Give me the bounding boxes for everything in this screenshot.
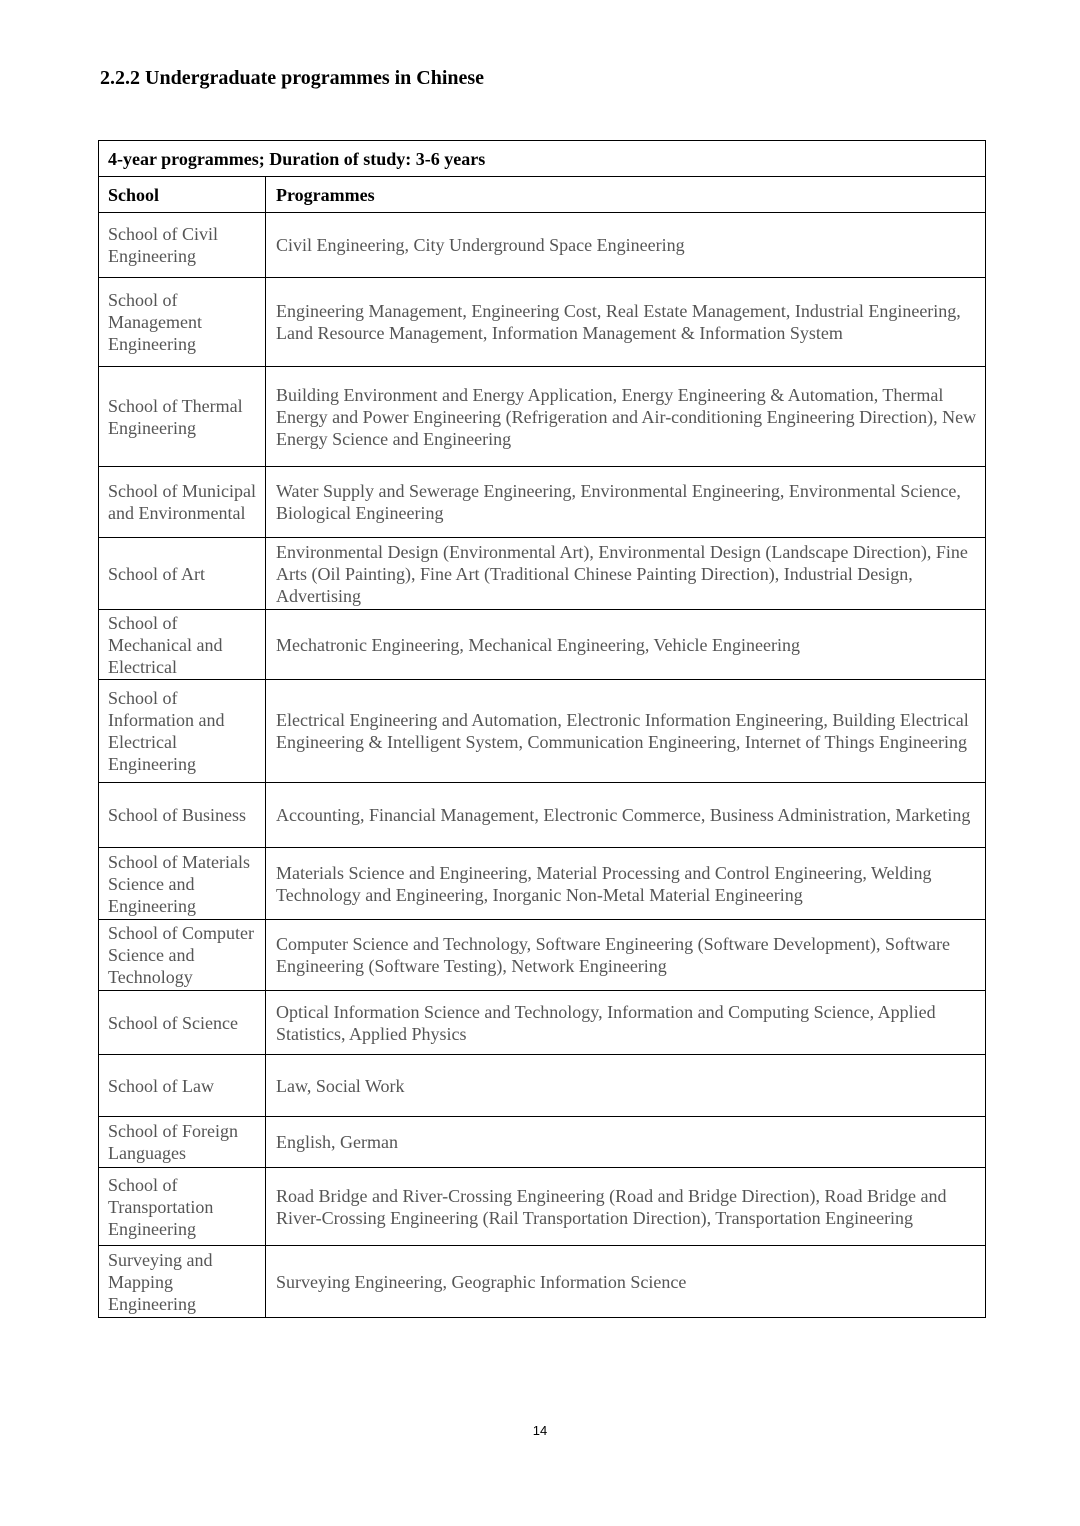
school-cell: School of Law — [99, 1055, 266, 1117]
table-header-row — [99, 177, 986, 213]
school-cell: School of Civil Engineering — [99, 213, 266, 278]
school-cell: Surveying and Mapping Engineering — [99, 1246, 266, 1318]
programmes-cell: Engineering Management, Engineering Cost, Real Estate Management, Industrial Engineering, Land Resource Management, Information Management & Information System — [266, 278, 986, 367]
programmes-cell: Electrical Engineering and Automation, Electronic Information Engineering, Building Electrical Engineering & Intelligent System, Communication Engineering, Internet of Things Engineering — [266, 680, 986, 783]
school-cell: School of Art — [99, 538, 266, 610]
school-cell: School of Information and Electrical Engineering — [99, 680, 266, 783]
table-row — [99, 1246, 986, 1318]
section-heading: 2.2.2 Undergraduate programmes in Chinese — [100, 67, 485, 89]
table-row — [99, 680, 986, 783]
table-row — [99, 278, 986, 367]
column-header-programmes: Programmes — [266, 177, 986, 213]
programmes-cell: Computer Science and Technology, Software Engineering (Software Development), Software Engineering (Software Testing), Network Engineering — [266, 920, 986, 991]
school-cell: School of Business — [99, 783, 266, 848]
programmes-cell: Water Supply and Sewerage Engineering, Environmental Engineering, Environmental Science, Biological Engineering — [266, 467, 986, 538]
table-row — [99, 1168, 986, 1246]
programmes-cell: Accounting, Financial Management, Electronic Commerce, Business Administration, Marketing — [266, 783, 986, 848]
programmes-cell: Civil Engineering, City Underground Space Engineering — [266, 213, 986, 278]
school-cell: School of Transportation Engineering — [99, 1168, 266, 1246]
school-cell: School of Thermal Engineering — [99, 367, 266, 467]
table-caption-row — [99, 141, 986, 177]
table-row — [99, 783, 986, 848]
school-cell: School of Science — [99, 991, 266, 1055]
table-row — [99, 1117, 986, 1168]
table-row — [99, 848, 986, 920]
programmes-cell: Law, Social Work — [266, 1055, 986, 1117]
column-header-school: School — [99, 177, 266, 213]
school-cell: School of Foreign Languages — [99, 1117, 266, 1168]
programmes-cell: Surveying Engineering, Geographic Information Science — [266, 1246, 986, 1318]
school-cell: School of Mechanical and Electrical — [99, 610, 266, 680]
table-row — [99, 1055, 986, 1117]
programmes-cell: English, German — [266, 1117, 986, 1168]
school-cell: School of Computer Science and Technology — [99, 920, 266, 991]
programmes-cell: Environmental Design (Environmental Art), Environmental Design (Landscape Direction), Fine Arts (Oil Painting), Fine Art (Traditional Chinese Painting Direction), Industrial Design, Advertising — [266, 538, 986, 610]
programmes-cell: Mechatronic Engineering, Mechanical Engineering, Vehicle Engineering — [266, 610, 986, 680]
programmes-table — [98, 140, 986, 1318]
school-cell: School of Municipal and Environmental — [99, 467, 266, 538]
programmes-cell: Materials Science and Engineering, Material Processing and Control Engineering, Welding Technology and Engineering, Inorganic Non-Metal Material Engineering — [266, 848, 986, 920]
school-cell: School of Management Engineering — [99, 278, 266, 367]
table-row — [99, 213, 986, 278]
table-row — [99, 467, 986, 538]
table-row — [99, 920, 986, 991]
programmes-cell: Building Environment and Energy Application, Energy Engineering & Automation, Thermal Energy and Power Engineering (Refrigeration and Air-conditioning Engineering Direction), New Energy Science and Engineering — [266, 367, 986, 467]
programmes-cell: Optical Information Science and Technology, Information and Computing Science, Applied Statistics, Applied Physics — [266, 991, 986, 1055]
programmes-cell: Road Bridge and River-Crossing Engineering (Road and Bridge Direction), Road Bridge and River-Crossing Engineering (Rail Transportation Direction), Transportation Engineering — [266, 1168, 986, 1246]
school-cell: School of Materials Science and Engineering — [99, 848, 266, 920]
table-caption: 4-year programmes; Duration of study: 3-6 years — [99, 141, 986, 177]
table-row — [99, 610, 986, 680]
page-number: 14 — [532, 1423, 548, 1438]
table-row — [99, 991, 986, 1055]
table-row — [99, 367, 986, 467]
table-row — [99, 538, 986, 610]
